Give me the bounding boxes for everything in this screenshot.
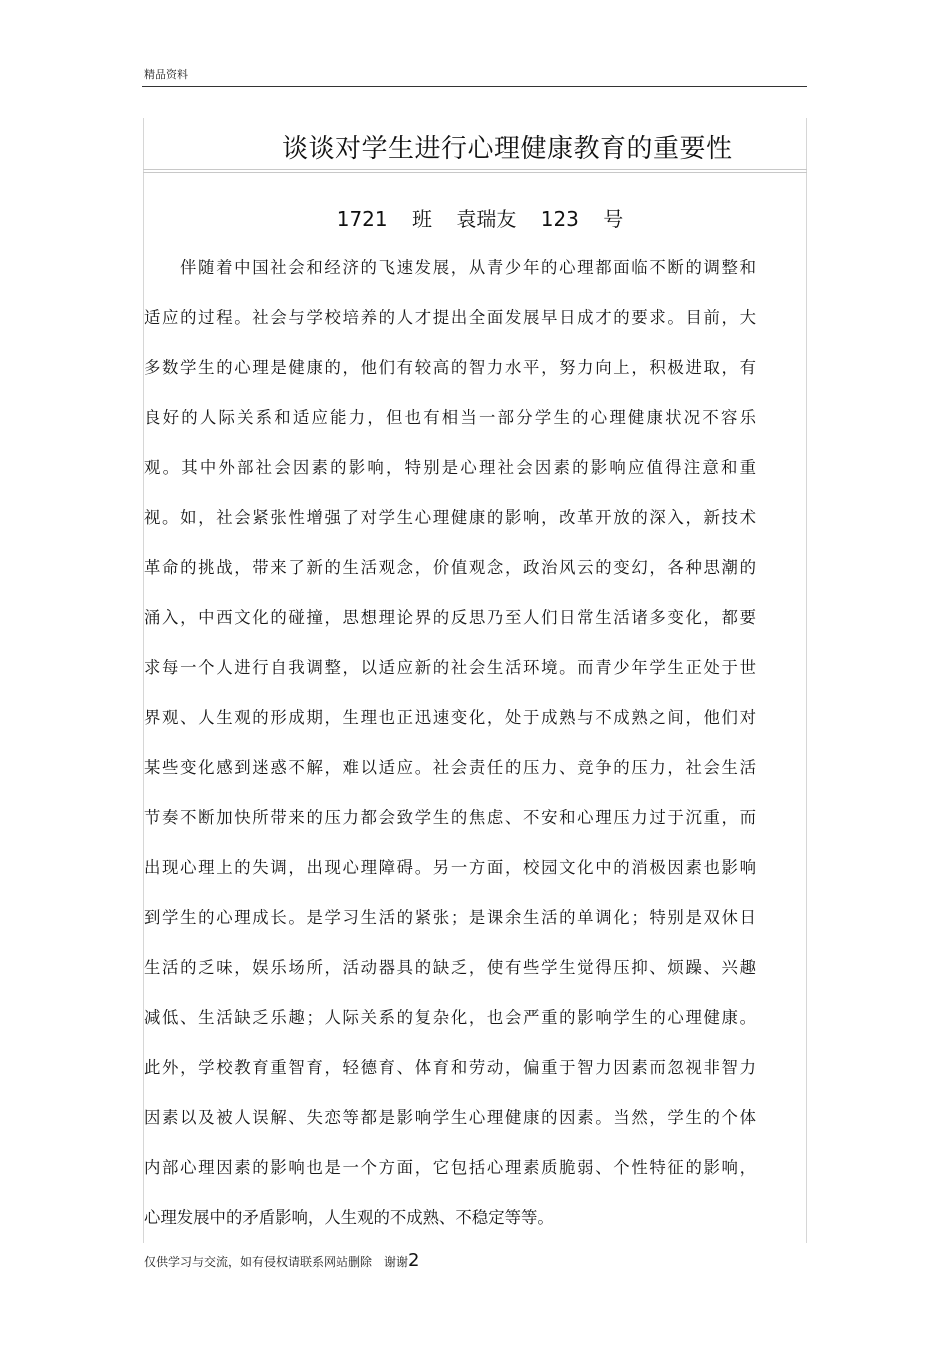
- paragraph-line: 革命的挑战，带来了新的生活观念，价值观念，政治风云的变幻，各种思潮的: [144, 558, 756, 577]
- document-title: 谈谈对学生进行心理健康教育的重要性: [282, 134, 733, 164]
- paragraph-line: 涌入，中西文化的碰撞，思想理论界的反思乃至人们日常生活诸多变化，都要: [144, 608, 756, 627]
- paragraph-line: 适应的过程。社会与学校培养的人才提出全面发展早日成才的要求。目前，大: [144, 308, 756, 327]
- paragraph-line: 观。其中外部社会因素的影响，特别是心理社会因素的影响应值得注意和重: [144, 458, 756, 477]
- footer-disclaimer: 仅供学习与交流，如有侵权请联系网站删除 谢谢: [144, 1255, 409, 1269]
- title-divider-lower: [143, 172, 807, 173]
- header-divider: [142, 86, 807, 87]
- paragraph-line: 出现心理上的失调，出现心理障碍。另一方面，校园文化中的消极因素也影响: [144, 858, 756, 877]
- paragraph-line: 伴随着中国社会和经济的飞速发展，从青少年的心理都面临不断的调整和: [180, 258, 756, 277]
- paragraph-line: 某些变化感到迷惑不解，难以适应。社会责任的压力、竞争的压力，社会生活: [144, 758, 756, 777]
- author-class-word: 班: [412, 207, 432, 231]
- author-name: 袁瑞友: [456, 207, 517, 231]
- title-divider-upper: [143, 169, 807, 170]
- page-number: 2: [408, 1250, 420, 1271]
- paragraph-line: 界观、人生观的形成期，生理也正迅速变化，处于成熟与不成熟之间，他们对: [144, 708, 756, 727]
- paragraph-line: 心理发展中的矛盾影响，人生观的不成熟、不稳定等等。: [144, 1208, 554, 1227]
- author-number-word: 号: [603, 207, 624, 231]
- paragraph-line: 因素以及被人误解、失恋等都是影响学生心理健康的因素。当然，学生的个体: [144, 1108, 756, 1127]
- paragraph-line: 求每一个人进行自我调整，以适应新的社会生活环境。而青少年学生正处于世: [144, 658, 756, 677]
- paragraph-line: 此外，学校教育重智育，轻德育、体育和劳动，偏重于智力因素而忽视非智力: [144, 1058, 756, 1077]
- paragraph-line: 到学生的心理成长。是学习生活的紧张；是课余生活的单调化；特别是双休日: [144, 908, 756, 927]
- paragraph-line: 视。如，社会紧张性增强了对学生心理健康的影响，改革开放的深入，新技术: [144, 508, 756, 527]
- paragraph-line: 多数学生的心理是健康的，他们有较高的智力水平，努力向上，积极进取，有: [144, 358, 756, 377]
- page-frame-right-border: [806, 118, 807, 1243]
- paragraph-line: 节奏不断加快所带来的压力都会致学生的焦虑、不安和心理压力过于沉重，而: [144, 808, 756, 827]
- author-class-number: 1721: [336, 207, 388, 231]
- paragraph-line: 内部心理因素的影响也是一个方面，它包括心理素质脆弱、个性特征的影响，: [144, 1158, 756, 1177]
- header-label: 精品资料: [144, 68, 188, 81]
- author-number: 123: [540, 207, 579, 231]
- author-line: [0, 203, 950, 232]
- paragraph-line: 减低、生活缺乏乐趣；人际关系的复杂化，也会严重的影响学生的心理健康。: [144, 1008, 756, 1027]
- footer: [144, 1250, 419, 1271]
- paragraph-line: 良好的人际关系和适应能力，但也有相当一部分学生的心理健康状况不容乐: [144, 408, 756, 427]
- paragraph-line: 生活的乏味，娱乐场所，活动器具的缺乏，使有些学生觉得压抑、烦躁、兴趣: [144, 958, 756, 977]
